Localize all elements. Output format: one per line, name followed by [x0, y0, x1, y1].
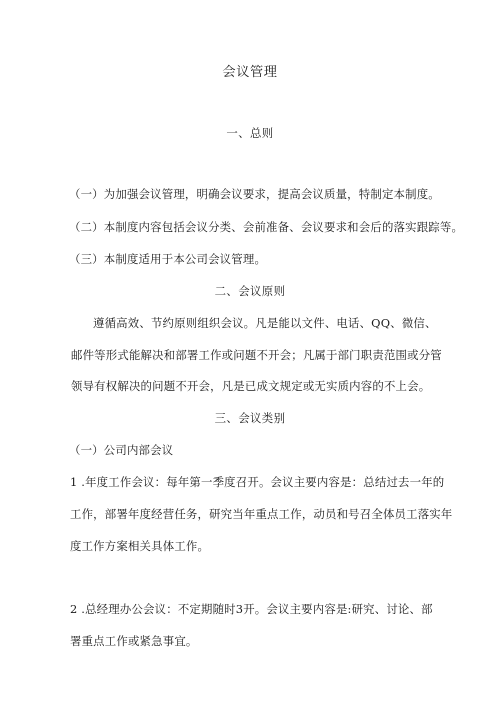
annual-meeting-line-1: 1 .年度工作会议：每年第一季度召开。会议主要内容是：总结过去一年的 — [70, 475, 445, 489]
principles-line-1: 遵循高效、节约原则组织会议。凡是能以文件、电话、QQ、微信、 — [93, 316, 437, 330]
section-heading-categories: 三、会议类别 — [214, 411, 286, 425]
gm-meeting-line-1: 2 .总经理办公会议：不定期随时3开。会议主要内容是:研究、讨论、部 — [70, 602, 433, 616]
principles-line-2: 邮件等形式能解决和部署工作或问题不开会；凡属于部门职责范围或分管 — [71, 348, 442, 362]
annual-meeting-line-3: 度工作方案相关具体工作。 — [70, 539, 210, 553]
principles-line-3: 领导有权解决的问题不开会，凡是已成文规定或无实质内容的不上会。 — [71, 379, 431, 393]
section-heading-principles: 二、会议原则 — [214, 284, 286, 298]
document-title: 会议管理 — [222, 65, 278, 80]
general-item-1: （一）为加强会议管理，明确会议要求，提高会议质量，特制定本制度。 — [69, 187, 440, 201]
annual-meeting-line-2: 工作，部署年度经营任务，研究当年重点工作，动员和号召全体员工落实年 — [70, 507, 453, 521]
categories-subheading-internal: （一）公司内部会议 — [69, 443, 174, 457]
section-heading-general: 一、总则 — [226, 126, 274, 140]
general-item-3: （三）本制度适用于本公司会议管理。 — [69, 252, 267, 266]
general-item-2: （二）本制度内容包括会议分类、会前准备、会议要求和会后的落实跟踪等。 — [69, 220, 464, 234]
gm-meeting-line-2: 署重点工作或紧急事宜。 — [70, 634, 198, 648]
